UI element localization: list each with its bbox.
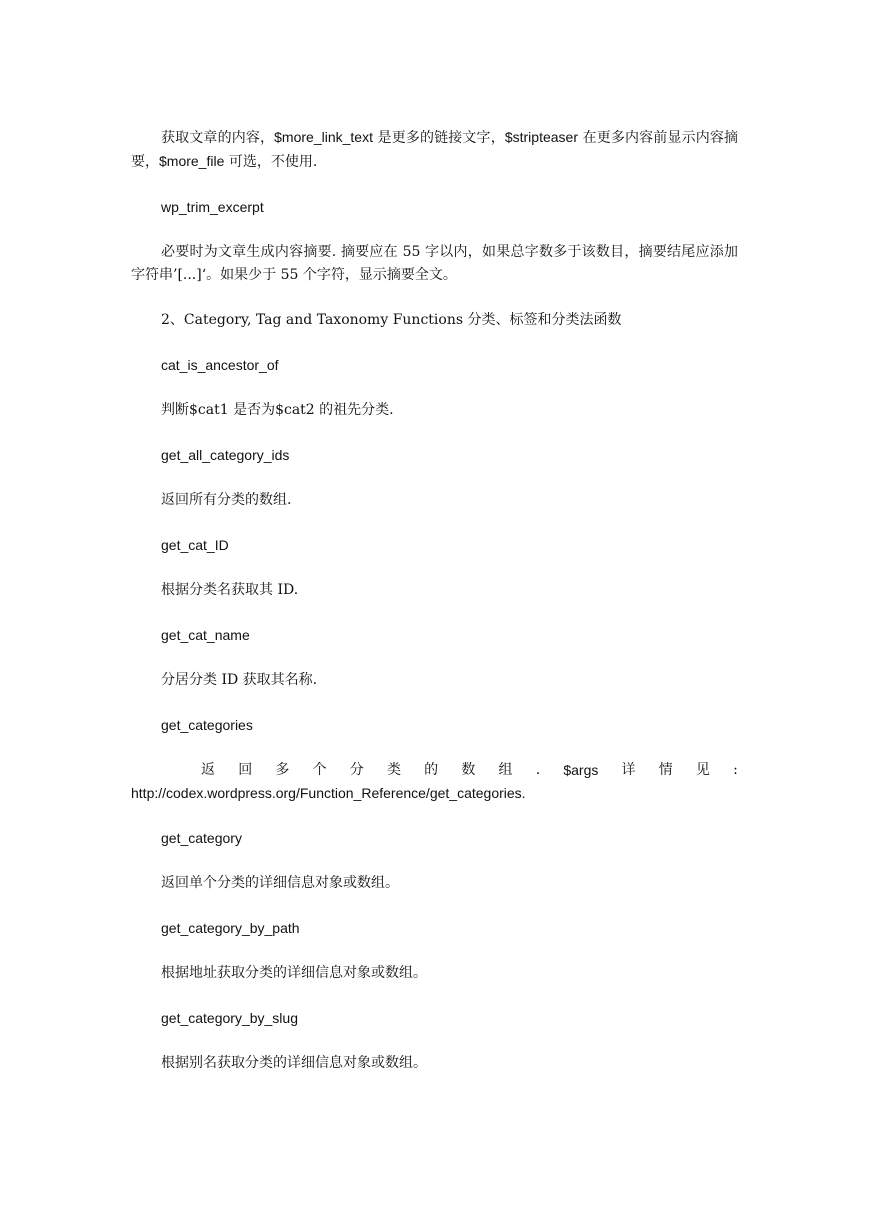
function-description: 返回单个分类的详细信息对象或数组。 bbox=[161, 875, 399, 891]
function-name: get_cat_name bbox=[161, 627, 250, 643]
function-description: 返回所有分类的数组. bbox=[161, 492, 292, 508]
function-name: get_category_by_path bbox=[161, 920, 300, 936]
function-description: 判断$cat1 是否为$cat2 的祖先分类. bbox=[161, 402, 394, 418]
function-name: get_cat_ID bbox=[161, 537, 229, 553]
intro-paragraph: 获取文章的内容，$more_link_text 是更多的链接文字，$stripteaser 在更多内容前显示内容摘要，$more_file 可选，不使用. bbox=[131, 129, 739, 170]
reference-url: http://codex.wordpress.org/Function_Reference/get_categories. bbox=[131, 785, 526, 801]
function-description: 根据分类名获取其 ID. bbox=[161, 582, 299, 598]
function-name: get_all_category_ids bbox=[161, 447, 290, 463]
function-name: wp_trim_excerpt bbox=[161, 199, 264, 215]
function-description: 必要时为文章生成内容摘要. 摘要应在 55 字以内，如果总字数多于该数目，摘要结尾应添加字符串’[...]‘。如果少于 55 个字符，显示摘要全文。 bbox=[131, 244, 738, 283]
function-description: 根据别名获取分类的详细信息对象或数组。 bbox=[161, 1055, 427, 1071]
function-name: get_category bbox=[161, 830, 242, 846]
get-categories-line1: 返 回 多 个 分 类 的 数 组 . $args 详 情 见 : bbox=[201, 762, 738, 778]
function-name: cat_is_ancestor_of bbox=[161, 357, 279, 373]
function-description: 分居分类 ID 获取其名称. bbox=[161, 672, 318, 688]
function-name: get_categories bbox=[161, 717, 253, 733]
section-heading: 2、Category, Tag and Taxonomy Functions 分类、标签和分类法函数 bbox=[161, 312, 622, 328]
document-body bbox=[131, 126, 738, 1097]
get-categories-description bbox=[131, 759, 738, 805]
function-name: get_category_by_slug bbox=[161, 1010, 298, 1026]
function-description: 根据地址获取分类的详细信息对象或数组。 bbox=[161, 965, 427, 981]
